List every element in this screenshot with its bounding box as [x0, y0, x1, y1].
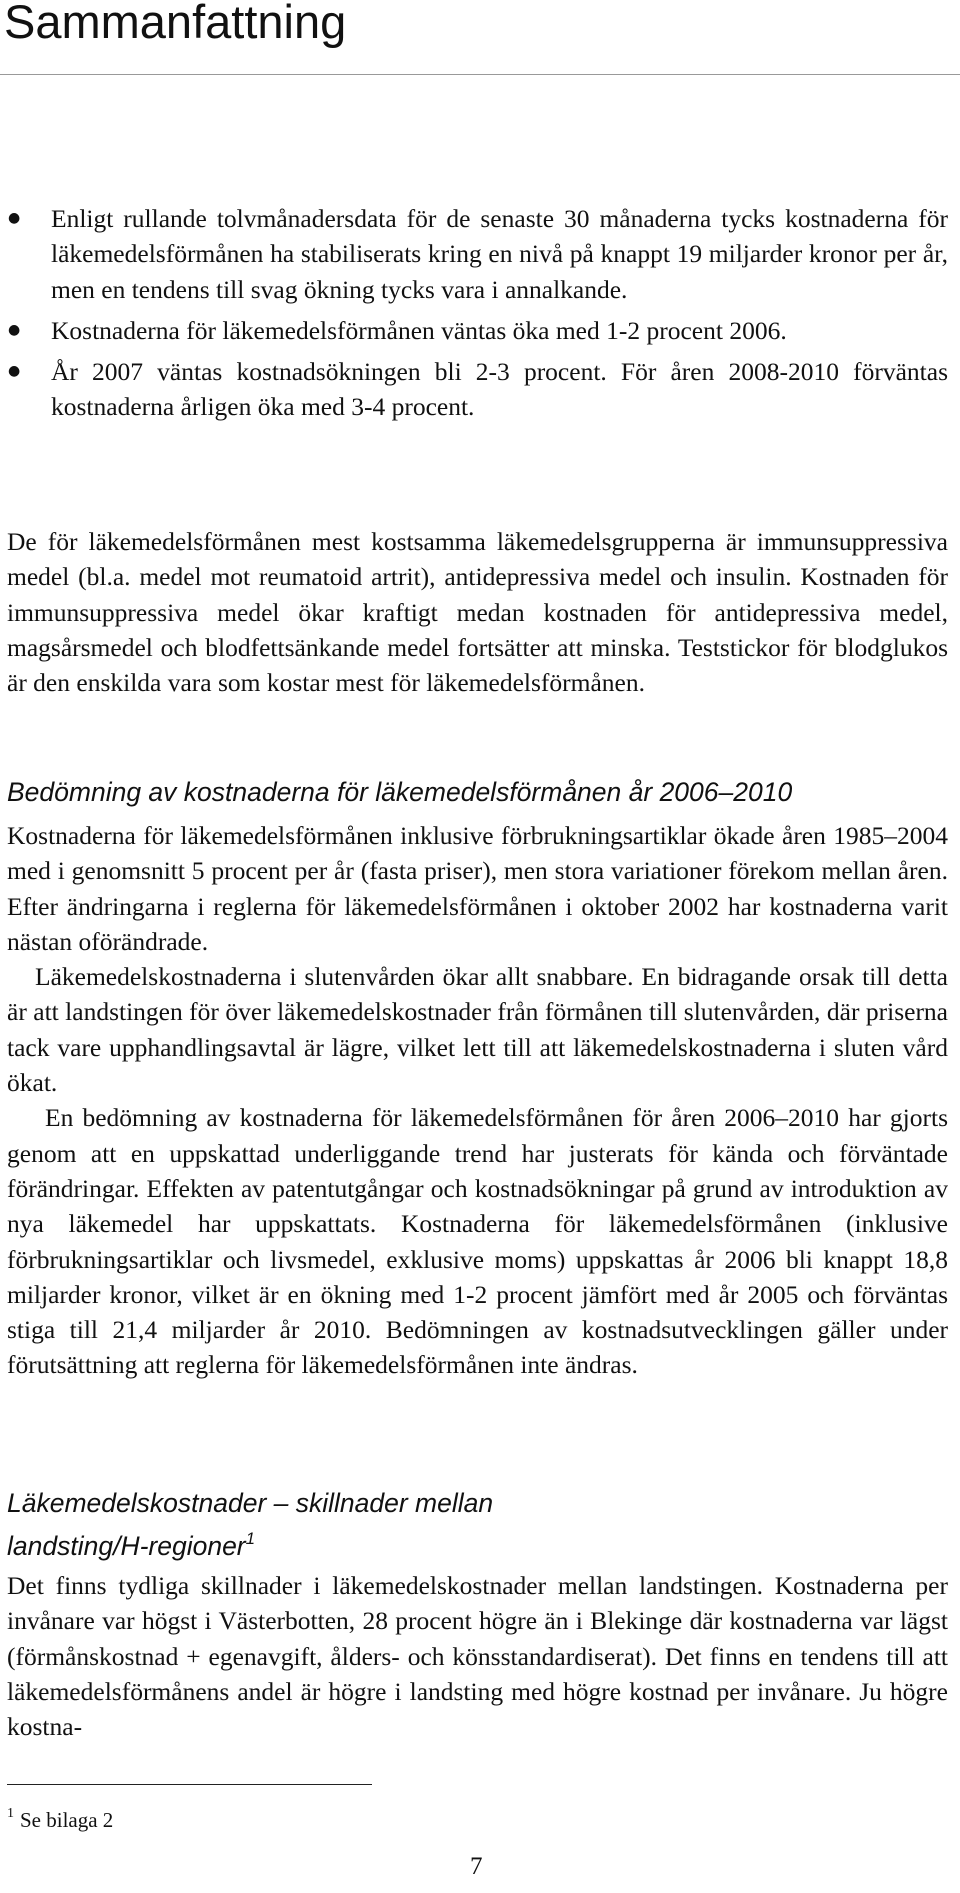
paragraph: Kostnaderna för läkemedelsförmånen inklusive förbrukningsartiklar ökade åren 1985–2004 med i genomsnitt 5 procent per år (fasta priser), men stora variationer förekom mellan åren. Efter ändringarna i reglerna för läkemedelsförmånen i oktober 2002 har kostnaderna varit nästan oförändrade. [7, 821, 948, 956]
heading-line: landsting/H-regioner [7, 1531, 246, 1561]
section-heading-cost-assessment: Bedömning av kostnaderna för läkemedelsförmånen år 2006–2010 [7, 777, 793, 807]
heading-line: Läkemedelskostnader – skillnader mellan [7, 1488, 494, 1518]
bullet-item [0, 313, 948, 348]
page-number: 7 [470, 1853, 483, 1880]
bullet-item [0, 354, 948, 425]
regional-paragraph: Det finns tydliga skillnader i läkemedelskostnader mellan landstingen. Kostnaderna per invånare var högst i Västerbotten, 28 procent högre än i Blekinge där kostnaderna var lägst (förmånskostnad + egenavgift, ålders- och könsstandardiserat). Det finns en tendens till att läkemedelsförmånens andel är högre i landsting med högre kostnad per invånare. Ju högre kostna- [7, 1571, 948, 1742]
intro-paragraph: De för läkemedelsförmånen mest kostsamma läkemedelsgrupperna är immunsuppressiva medel (bl.a. medel mot reumatoid artrit), antidepressiva medel och insulin. Kostnaden för immunsuppressiva medel ökar kraftigt medan kostnaden för antidepressiva medel, magsårsmedel och blodfettsänkande medel fortsätter att minska. Teststickor för blodglukos är den enskilda vara som kostar mest för läkemedelsförmånen. [7, 527, 948, 698]
bullet-icon: ● [8, 321, 21, 338]
title-divider [0, 74, 960, 75]
bullet-icon: ● [8, 210, 21, 226]
bullet-text: År 2007 väntas kostnadsökningen bli 2-3 procent. För åren 2008-2010 förväntas kostnaderna årligen öka med 3-4 procent. [51, 357, 948, 422]
bullet-text: Kostnaderna för läkemedelsförmånen väntas öka med 1-2 procent 2006. [51, 315, 787, 345]
footnote-text: Se bilaga 2 [20, 1808, 114, 1832]
summary-bullet-list [0, 201, 948, 425]
paragraph: Läkemedelskostnaderna i slutenvården ökar allt snabbare. En bidragande orsak till detta är att landstingen för över läkemedelskostnader från förmånen till slutenvården, där priserna tack vare upphandlingsavtal är lägre, vilket lett till att läkemedelskostnaderna i sluten vård ökat. [7, 962, 948, 1098]
paragraph: En bedömning av kostnaderna för läkemedelsförmånen för åren 2006–2010 har gjorts genom att en uppskattad underliggande trend har justerats för kända och förväntade förändringar. Effekten av patentutgångar och kostnadsökningar på grund av introduktion av nya läkemedel har uppskattats. Kostnaderna för läkemedelsförmånen (inklusive förbrukningsartiklar och livsmedel, exklusive moms) uppskattas år 2006 bli knappt 18,8 miljarder kronor, vilket är en ökning med 1-2 procent jämfört med år 2005 och förväntas stiga till 21,4 miljarder år 2010. Bedömningen av kostnadsutvecklingen gäller under förutsättning att reglerna för läkemedelsförmånen inte ändras. [7, 1103, 948, 1380]
footnote-reference: 1 [245, 1529, 256, 1548]
bullet-text: Enligt rullande tolvmånadersdata för de senaste 30 månaderna tycks kostnaderna för läkemedelsförmånen ha stabiliserats kring en nivå på knappt 19 miljarder kronor per år, men en tendens till svag ökning tycks vara i annalkande. [51, 204, 948, 304]
footnote [7, 1798, 113, 1836]
footnote-number: 1 [7, 1806, 14, 1821]
section-heading-regional-differences [7, 1485, 493, 1564]
page-title: Sammanfattning [4, 0, 347, 48]
bullet-item [0, 201, 948, 307]
footnote-divider [7, 1784, 372, 1785]
bullet-icon: ● [8, 363, 21, 380]
section-body-cost-assessment [7, 818, 948, 1383]
